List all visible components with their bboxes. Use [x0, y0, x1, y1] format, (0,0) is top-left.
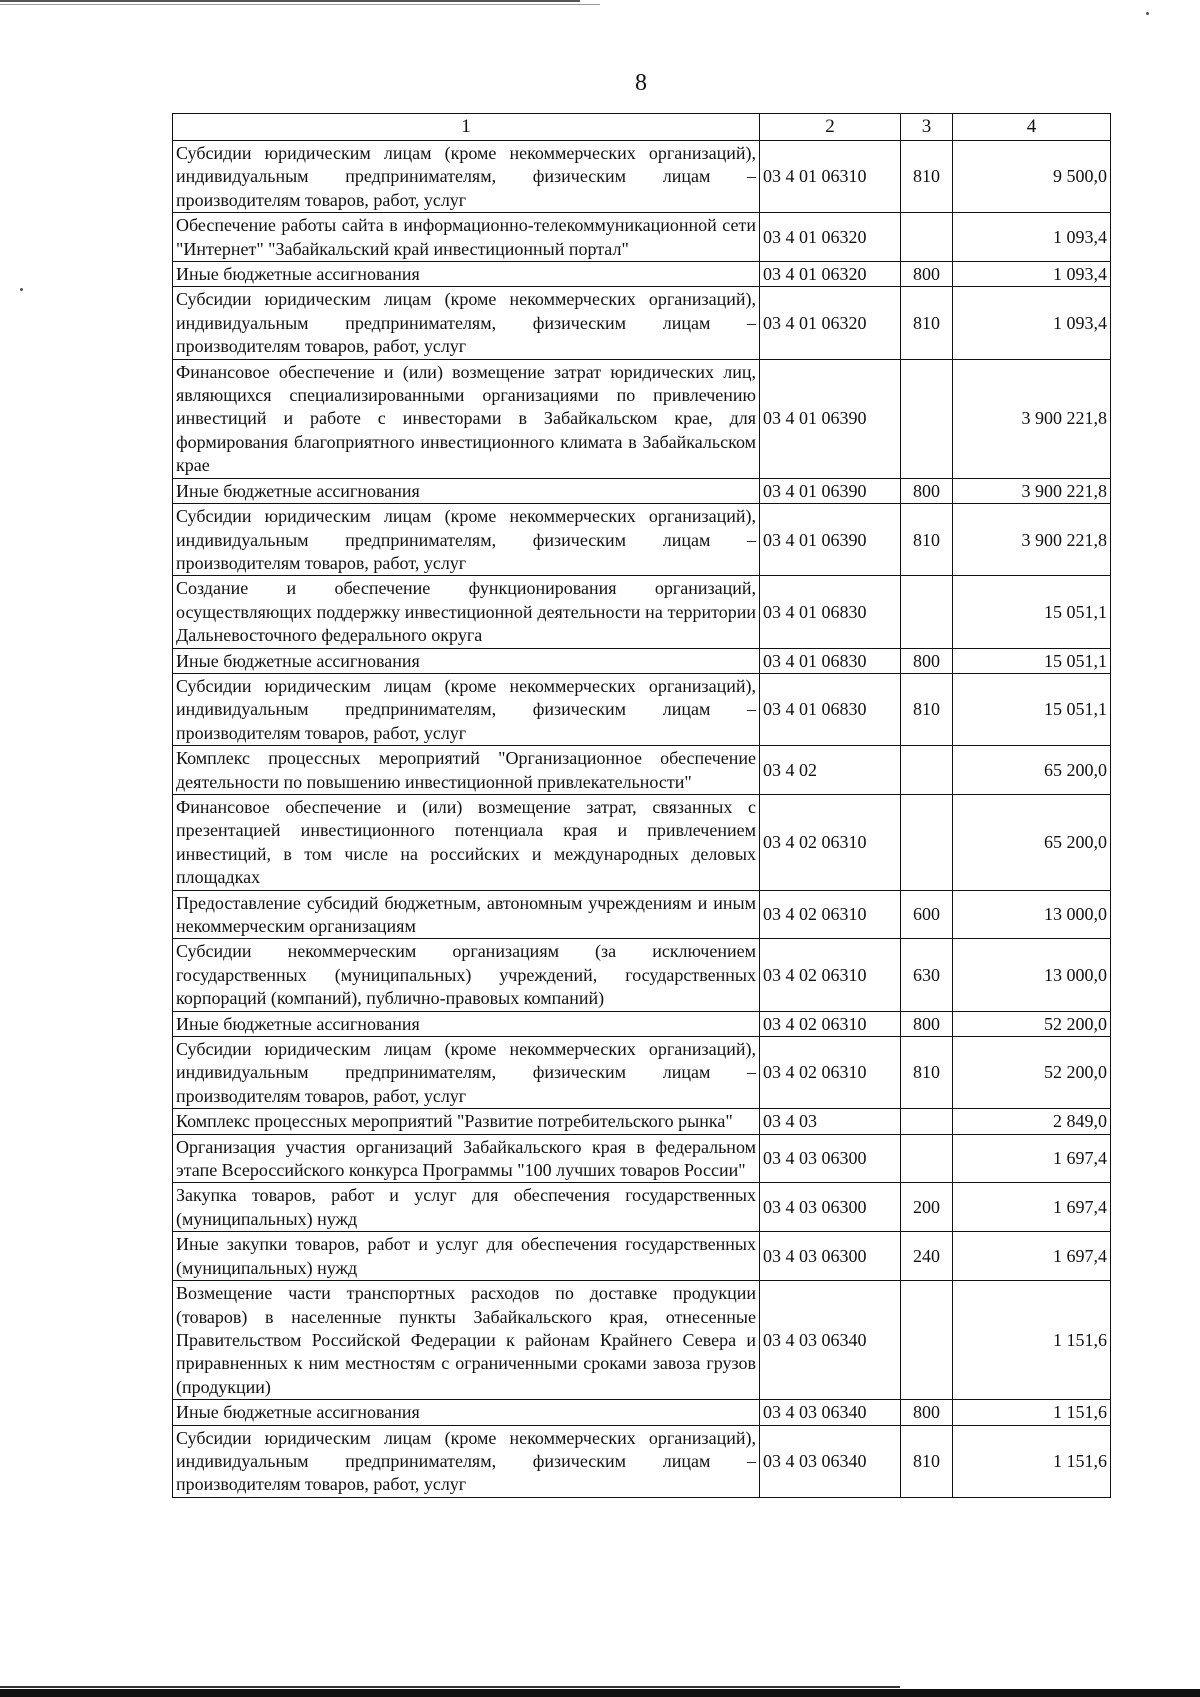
row-amount-cell: 1 093,4	[953, 213, 1111, 262]
row-name-cell: Создание и обеспечение функционирования организаций, осуществляющих поддержку инвестиционной деятельности на территории Дальневосточного федерального округа	[173, 576, 760, 648]
row-code-cell: 03 4 01 06830	[760, 673, 901, 745]
row-amount-cell: 1 151,6	[953, 1400, 1111, 1425]
table-row	[173, 1109, 1111, 1134]
header-cell: 4	[953, 114, 1111, 141]
table-row	[173, 939, 1111, 1011]
page-number: 8	[635, 70, 647, 96]
row-expense-type-cell: 810	[901, 1037, 953, 1109]
row-expense-type-cell	[901, 794, 953, 890]
table-row	[173, 890, 1111, 939]
row-name-cell: Финансовое обеспечение и (или) возмещение затрат, связанных с презентацией инвестиционного потенциала края и привлечением инвестиций, в том числе на российских и международных деловых площадках	[173, 794, 760, 890]
table-row	[173, 1183, 1111, 1232]
row-code-cell: 03 4 01 06320	[760, 287, 901, 359]
row-expense-type-cell: 810	[901, 287, 953, 359]
row-expense-type-cell	[901, 1281, 953, 1400]
row-expense-type-cell: 240	[901, 1232, 953, 1281]
scan-speck	[1146, 12, 1149, 15]
table-row	[173, 1232, 1111, 1281]
table-row	[173, 1425, 1111, 1497]
row-code-cell: 03 4 03 06340	[760, 1400, 901, 1425]
row-amount-cell: 13 000,0	[953, 939, 1111, 1011]
row-code-cell: 03 4 02 06310	[760, 794, 901, 890]
budget-table	[172, 113, 1111, 1498]
row-expense-type-cell	[901, 359, 953, 478]
row-expense-type-cell: 810	[901, 1425, 953, 1497]
row-code-cell: 03 4 01 06830	[760, 576, 901, 648]
table-row	[173, 746, 1111, 795]
row-amount-cell: 1 697,4	[953, 1183, 1111, 1232]
row-expense-type-cell	[901, 576, 953, 648]
header-cell: 1	[173, 114, 760, 141]
row-amount-cell: 3 900 221,8	[953, 504, 1111, 576]
row-code-cell: 03 4 01 06390	[760, 359, 901, 478]
row-expense-type-cell	[901, 1134, 953, 1183]
scan-edge-band	[0, 1689, 1200, 1697]
header-cell: 2	[760, 114, 901, 141]
row-name-cell: Закупка товаров, работ и услуг для обеспечения государственных (муниципальных) нужд	[173, 1183, 760, 1232]
row-code-cell: 03 4 01 06390	[760, 504, 901, 576]
row-name-cell: Иные бюджетные ассигнования	[173, 262, 760, 287]
table-row	[173, 1281, 1111, 1400]
table-row	[173, 262, 1111, 287]
row-expense-type-cell: 600	[901, 890, 953, 939]
row-code-cell: 03 4 01 06320	[760, 262, 901, 287]
row-code-cell: 03 4 02 06310	[760, 1011, 901, 1036]
row-code-cell: 03 4 01 06830	[760, 648, 901, 673]
table-row	[173, 673, 1111, 745]
table-row	[173, 141, 1111, 213]
row-name-cell: Субсидии юридическим лицам (кроме некоммерческих организаций), индивидуальным предпринимателям, физическим лицам – производителям товаров, работ, услуг	[173, 1037, 760, 1109]
row-expense-type-cell: 800	[901, 478, 953, 503]
scan-speck	[20, 288, 23, 291]
row-code-cell: 03 4 03	[760, 1109, 901, 1134]
row-name-cell: Предоставление субсидий бюджетным, автономным учреждениям и иным некоммерческим организациям	[173, 890, 760, 939]
row-amount-cell: 1 697,4	[953, 1232, 1111, 1281]
row-name-cell: Иные бюджетные ассигнования	[173, 1011, 760, 1036]
row-code-cell: 03 4 03 06340	[760, 1281, 901, 1400]
row-expense-type-cell	[901, 213, 953, 262]
table-row	[173, 478, 1111, 503]
row-expense-type-cell: 810	[901, 504, 953, 576]
row-name-cell: Субсидии некоммерческим организациям (за исключением государственных (муниципальных) учреждений, государственных корпораций (компаний), публично-правовых компаний)	[173, 939, 760, 1011]
row-name-cell: Обеспечение работы сайта в информационно-телекоммуникационной сети "Интернет" "Забайкальский край инвестиционный портал"	[173, 213, 760, 262]
scan-edge-line	[0, 4, 600, 5]
row-name-cell: Субсидии юридическим лицам (кроме некоммерческих организаций), индивидуальным предпринимателям, физическим лицам – производителям товаров, работ, услуг	[173, 673, 760, 745]
table-row	[173, 648, 1111, 673]
table-row	[173, 1011, 1111, 1036]
table-body	[173, 141, 1111, 1498]
row-expense-type-cell: 200	[901, 1183, 953, 1232]
row-name-cell: Иные закупки товаров, работ и услуг для обеспечения государственных (муниципальных) нужд	[173, 1232, 760, 1281]
row-amount-cell: 13 000,0	[953, 890, 1111, 939]
row-name-cell: Комплекс процессных мероприятий "Развитие потребительского рынка"	[173, 1109, 760, 1134]
row-code-cell: 03 4 01 06390	[760, 478, 901, 503]
table-row	[173, 504, 1111, 576]
row-amount-cell: 3 900 221,8	[953, 359, 1111, 478]
row-amount-cell: 1 151,6	[953, 1281, 1111, 1400]
row-expense-type-cell	[901, 746, 953, 795]
row-name-cell: Субсидии юридическим лицам (кроме некоммерческих организаций), индивидуальным предпринимателям, физическим лицам – производителям товаров, работ, услуг	[173, 1425, 760, 1497]
row-amount-cell: 9 500,0	[953, 141, 1111, 213]
table-row	[173, 576, 1111, 648]
row-code-cell: 03 4 02 06310	[760, 1037, 901, 1109]
table-row	[173, 1037, 1111, 1109]
row-code-cell: 03 4 01 06320	[760, 213, 901, 262]
row-expense-type-cell: 800	[901, 648, 953, 673]
row-expense-type-cell: 630	[901, 939, 953, 1011]
row-amount-cell: 52 200,0	[953, 1037, 1111, 1109]
row-amount-cell: 1 151,6	[953, 1425, 1111, 1497]
row-code-cell: 03 4 03 06300	[760, 1183, 901, 1232]
row-name-cell: Субсидии юридическим лицам (кроме некоммерческих организаций), индивидуальным предпринимателям, физическим лицам – производителям товаров, работ, услуг	[173, 141, 760, 213]
row-amount-cell: 2 849,0	[953, 1109, 1111, 1134]
row-amount-cell: 65 200,0	[953, 746, 1111, 795]
row-name-cell: Иные бюджетные ассигнования	[173, 648, 760, 673]
row-code-cell: 03 4 03 06300	[760, 1232, 901, 1281]
row-amount-cell: 1 697,4	[953, 1134, 1111, 1183]
table-row	[173, 1134, 1111, 1183]
header-cell: 3	[901, 114, 953, 141]
row-expense-type-cell: 800	[901, 1400, 953, 1425]
row-name-cell: Субсидии юридическим лицам (кроме некоммерческих организаций), индивидуальным предпринимателям, физическим лицам – производителям товаров, работ, услуг	[173, 504, 760, 576]
row-amount-cell: 15 051,1	[953, 648, 1111, 673]
row-amount-cell: 15 051,1	[953, 576, 1111, 648]
row-name-cell: Иные бюджетные ассигнования	[173, 478, 760, 503]
row-name-cell: Комплекс процессных мероприятий "Организационное обеспечение деятельности по повышению инвестиционной привлекательности"	[173, 746, 760, 795]
row-amount-cell: 1 093,4	[953, 287, 1111, 359]
table-header	[173, 114, 1111, 141]
row-code-cell: 03 4 02 06310	[760, 939, 901, 1011]
row-code-cell: 03 4 02	[760, 746, 901, 795]
table-row	[173, 1400, 1111, 1425]
row-code-cell: 03 4 02 06310	[760, 890, 901, 939]
row-expense-type-cell: 810	[901, 673, 953, 745]
row-amount-cell: 52 200,0	[953, 1011, 1111, 1036]
row-name-cell: Возмещение части транспортных расходов по доставке продукции (товаров) в населенные пункты Забайкальского края, отнесенные Правительством Российской Федерации к районам Крайнего Севера и приравненных к ним местностям с ограниченными сроками завоза грузов (продукции)	[173, 1281, 760, 1400]
header-row	[173, 114, 1111, 141]
scan-edge-line	[0, 0, 580, 2]
row-name-cell: Субсидии юридическим лицам (кроме некоммерческих организаций), индивидуальным предпринимателям, физическим лицам – производителям товаров, работ, услуг	[173, 287, 760, 359]
row-code-cell: 03 4 03 06340	[760, 1425, 901, 1497]
table-row	[173, 287, 1111, 359]
row-amount-cell: 1 093,4	[953, 262, 1111, 287]
table-row	[173, 794, 1111, 890]
row-expense-type-cell	[901, 1109, 953, 1134]
row-amount-cell: 15 051,1	[953, 673, 1111, 745]
row-expense-type-cell: 800	[901, 262, 953, 287]
row-name-cell: Финансовое обеспечение и (или) возмещение затрат юридических лиц, являющихся специализированными организациями по привлечению инвестиций и работе с инвесторами в Забайкальском крае, для формирования благоприятного инвестиционного климата в Забайкальском крае	[173, 359, 760, 478]
row-amount-cell: 65 200,0	[953, 794, 1111, 890]
row-code-cell: 03 4 03 06300	[760, 1134, 901, 1183]
row-name-cell: Организация участия организаций Забайкальского края в федеральном этапе Всероссийского конкурса Программы "100 лучших товаров России"	[173, 1134, 760, 1183]
row-amount-cell: 3 900 221,8	[953, 478, 1111, 503]
row-code-cell: 03 4 01 06310	[760, 141, 901, 213]
row-expense-type-cell: 800	[901, 1011, 953, 1036]
table-row	[173, 213, 1111, 262]
table-row	[173, 359, 1111, 478]
row-expense-type-cell: 810	[901, 141, 953, 213]
scan-edge-line	[0, 1686, 900, 1688]
row-name-cell: Иные бюджетные ассигнования	[173, 1400, 760, 1425]
